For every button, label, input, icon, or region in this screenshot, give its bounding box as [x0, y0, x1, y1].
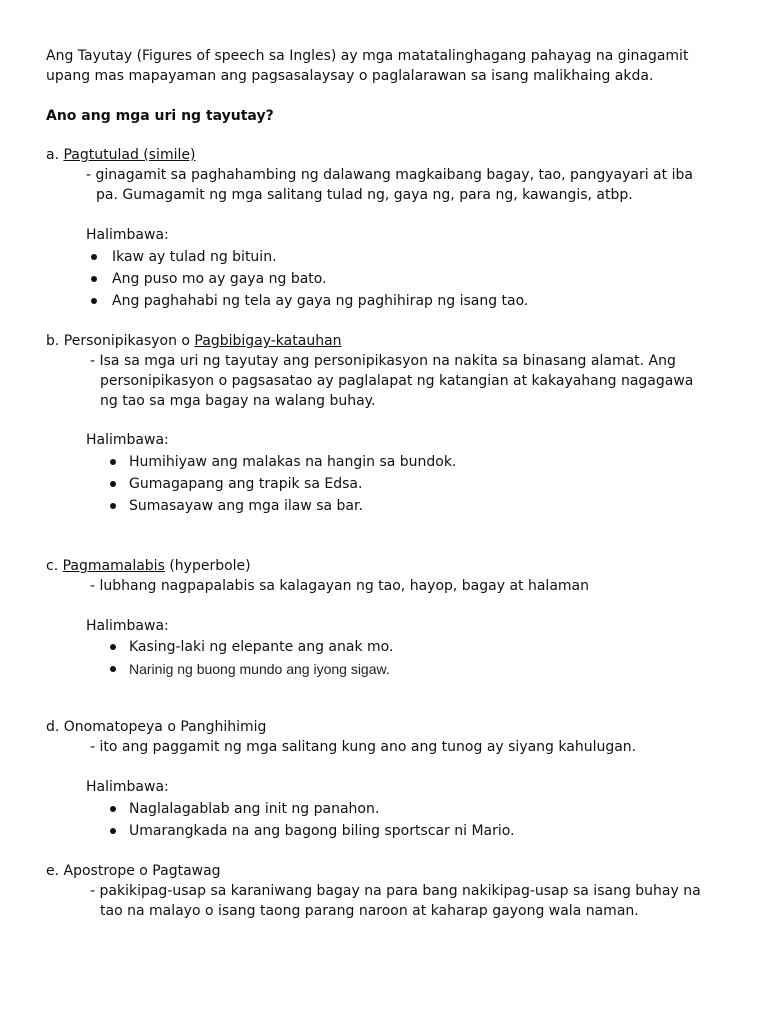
bullet-icon — [91, 276, 97, 282]
section-b-example-1: Humihiyaw ang malakas na hangin sa bundok. — [129, 454, 457, 470]
section-a-example-3: Ang paghahabi ng tela ay gaya ng paghihirap ng isang tao. — [112, 293, 529, 309]
section-b-term: Pagbibigay-katauhan — [194, 333, 342, 349]
section-a-term: Pagtutulad (simile) — [63, 147, 196, 163]
intro-line-1: Ang Tayutay (Figures of speech sa Ingles) ay mga matatalinghagang pahayag na ginagamit — [46, 48, 689, 64]
question-heading: Ano ang mga uri ng tayutay? — [46, 108, 274, 124]
section-a-heading: a. Pagtutulad (simile) — [46, 147, 196, 163]
bullet-icon — [110, 666, 116, 672]
section-c-example-label: Halimbawa: — [86, 618, 169, 634]
section-d-heading: d. Onomatopeya o Panghihimig — [46, 719, 267, 735]
section-b-desc-2: personipikasyon o pagsasatao ay paglalapat ng katangian at kakayahang nagagawa — [100, 373, 694, 389]
section-c-desc-1: - lubhang nagpapalabis sa kalagayan ng tao, hayop, bagay at halaman — [90, 578, 589, 594]
section-a-desc-2: pa. Gumagamit ng mga salitang tulad ng, gaya ng, para ng, kawangis, atbp. — [96, 187, 633, 203]
bullet-icon — [110, 644, 116, 650]
section-a-example-1: Ikaw ay tulad ng bituin. — [112, 249, 277, 265]
bullet-icon — [110, 828, 116, 834]
section-a-desc-1: - ginagamit sa paghahambing ng dalawang magkaibang bagay, tao, pangyayari at iba — [86, 167, 693, 183]
section-c-heading: c. Pagmamalabis (hyperbole) — [46, 558, 251, 574]
section-b-heading: b. Personipikasyon o Pagbibigay-katauhan — [46, 333, 342, 349]
bullet-icon — [91, 298, 97, 304]
section-e-desc-2: tao na malayo o isang taong parang naroon at kaharap gayong wala naman. — [100, 903, 639, 919]
section-d-desc-1: - ito ang paggamit ng mga salitang kung ano ang tunog ay siyang kahulugan. — [90, 739, 637, 755]
section-b-example-3: Sumasayaw ang mga ilaw sa bar. — [129, 498, 363, 514]
intro-line-2: upang mas mapayaman ang pagsasalaysay o paglalarawan sa isang malikhaing akda. — [46, 68, 654, 84]
bullet-icon — [91, 254, 97, 260]
section-c-example-2: Narinig ng buong mundo ang iyong sigaw. — [129, 661, 390, 677]
section-b-desc-1: - Isa sa mga uri ng tayutay ang personipikasyon na nakita sa binasang alamat. Ang — [90, 353, 676, 369]
bullet-icon — [110, 806, 116, 812]
section-d-example-label: Halimbawa: — [86, 779, 169, 795]
bullet-icon — [110, 481, 116, 487]
section-b-desc-3: ng tao sa mga bagay na walang buhay. — [100, 393, 376, 409]
section-a-example-label: Halimbawa: — [86, 227, 169, 243]
bullet-icon — [110, 459, 116, 465]
bullet-icon — [110, 503, 116, 509]
section-a-example-2: Ang puso mo ay gaya ng bato. — [112, 271, 327, 287]
section-e-desc-1: - pakikipag-usap sa karaniwang bagay na para bang nakikipag-usap sa isang buhay na — [90, 883, 701, 899]
section-b-example-2: Gumagapang ang trapik sa Edsa. — [129, 476, 363, 492]
section-c-example-1: Kasing-laki ng elepante ang anak mo. — [129, 639, 394, 655]
section-d-example-2: Umarangkada na ang bagong biling sportscar ni Mario. — [129, 823, 515, 839]
section-d-example-1: Naglalagablab ang init ng panahon. — [129, 801, 380, 817]
section-b-example-label: Halimbawa: — [86, 432, 169, 448]
section-e-heading: e. Apostrope o Pagtawag — [46, 863, 221, 879]
section-c-term: Pagmamalabis — [62, 558, 165, 574]
